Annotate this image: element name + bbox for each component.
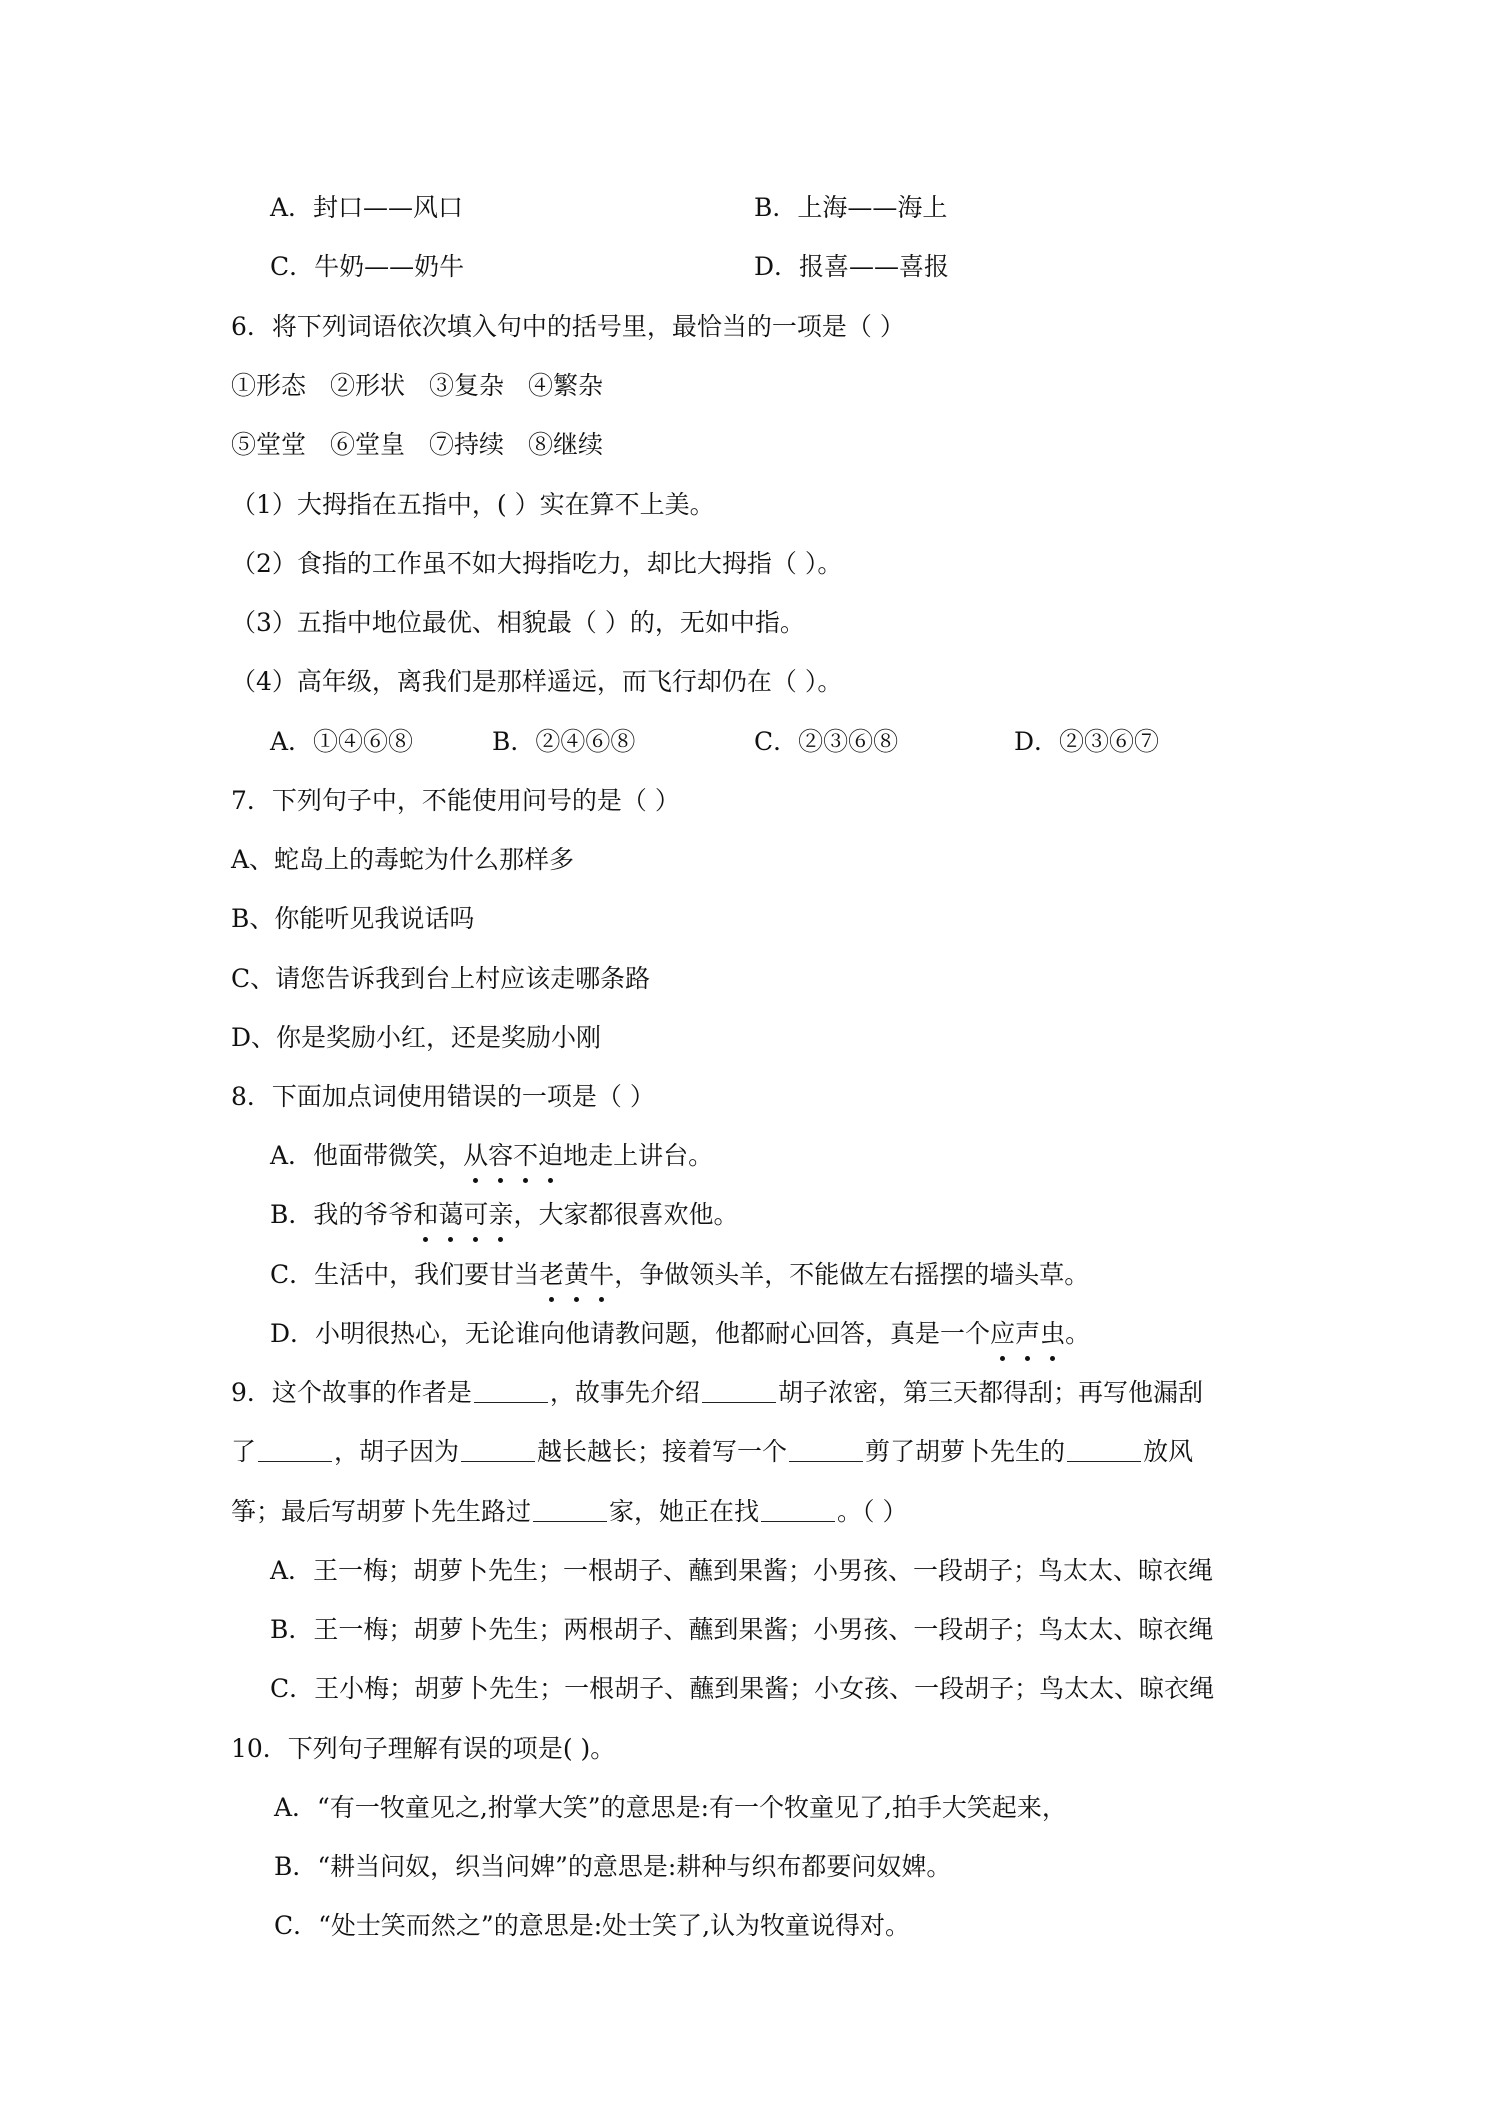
dotted-char: 应: [990, 1319, 1016, 1348]
q9-blank: [533, 1499, 607, 1522]
q7-stem: 7．下列句子中，不能使用问号的是（ ）: [231, 786, 680, 815]
q9-line-1: [231, 1378, 1203, 1408]
q9-option-b: B．王一梅；胡萝卜先生；两根胡子、蘸到果酱；小男孩、一段胡子；鸟太太、晾衣绳: [270, 1615, 1214, 1644]
q9-blank: [702, 1380, 776, 1403]
q8-option-a: [270, 1141, 713, 1171]
q9-text: 放风: [1143, 1437, 1194, 1466]
dotted-char: 不: [513, 1141, 539, 1170]
q9-blank: [789, 1439, 863, 1462]
q7-option-b: B、你能听见我说话吗: [231, 904, 475, 933]
q8-option-b: [270, 1200, 738, 1230]
q8-c-dotted-word: [539, 1260, 614, 1289]
q5-option-b: B．上海——海上: [754, 193, 948, 222]
dotted-char: 蔼: [438, 1200, 464, 1229]
q6-option-c: C．②③⑥⑧: [754, 727, 899, 756]
q8-a-dotted-word: [463, 1141, 563, 1170]
q6-word-list-2: [231, 430, 603, 460]
q9-text: 剪了胡萝卜先生的: [865, 1437, 1066, 1466]
q9-line-2: [231, 1437, 1193, 1467]
q6-word-list-1: [231, 371, 603, 401]
q8-b-dotted-word: [413, 1200, 513, 1229]
dotted-char: 从: [463, 1141, 489, 1170]
q6-sentence-1: （1）大拇指在五指中，( ）实在算不上美。: [231, 490, 715, 519]
q10-option-a: A．“有一牧童见之,拊掌大笑”的意思是:有一个牧童见了,拍手大笑起来，: [274, 1793, 1067, 1822]
q6-sentence-2: （2）食指的工作虽不如大拇指吃力，却比大拇指（ ）。: [231, 549, 843, 578]
q9-text: 。（ ）: [837, 1497, 908, 1526]
q8-c-text-end: ，争做领头羊，不能做左右摇摆的墙头草。: [614, 1260, 1090, 1289]
q9-blank: [258, 1439, 332, 1462]
q9-text: 9．这个故事的作者是: [231, 1378, 472, 1407]
q9-blank: [474, 1380, 548, 1403]
q9-option-c: C．王小梅；胡萝卜先生；一根胡子、蘸到果酱；小女孩、一段胡子；鸟太太、晾衣绳: [270, 1674, 1215, 1703]
q6-sentence-3: （3）五指中地位最优、相貌最（ ）的，无如中指。: [231, 608, 805, 637]
q6-word-7: ⑦持续: [429, 430, 505, 459]
q8-d-text: D．小明很热心，无论谁向他请教问题，他都耐心回答，真是一个: [270, 1319, 991, 1348]
q6-option-b: B．②④⑥⑧: [492, 727, 636, 756]
q6-word-6: ⑥堂皇: [330, 430, 406, 459]
dotted-char: 老: [539, 1260, 565, 1289]
q9-text: ，故事先介绍: [549, 1378, 700, 1407]
q9-text: 家，她正在找: [609, 1497, 760, 1526]
dotted-char: 牛: [589, 1260, 615, 1289]
dotted-char: 可: [463, 1200, 489, 1229]
q6-word-8: ⑧继续: [528, 430, 604, 459]
q8-b-text: B．我的爷爷: [270, 1200, 414, 1229]
q9-text: 胡子浓密，第三天都得刮；再写他漏刮: [777, 1378, 1203, 1407]
q6-stem: 6．将下列词语依次填入句中的括号里，最恰当的一项是（ ）: [231, 312, 905, 341]
q8-a-text: A．他面带微笑，: [270, 1141, 464, 1170]
q6-option-d: D．②③⑥⑦: [1014, 727, 1160, 756]
q6-sentence-4: （4）高年级，离我们是那样遥远，而飞行却仍在（ ）。: [231, 667, 843, 696]
q9-line-3: [231, 1497, 907, 1527]
q5-option-a: A．封口——风口: [270, 193, 464, 222]
q9-option-a: A．王一梅；胡萝卜先生；一根胡子、蘸到果酱；小男孩、一段胡子；鸟太太、晾衣绳: [270, 1556, 1214, 1585]
q6-word-2: ②形状: [330, 371, 406, 400]
q8-c-text: C．生活中，我们要甘当: [270, 1260, 540, 1289]
q10-option-c: C．“处士笑而然之”的意思是:处士笑了,认为牧童说得对。: [274, 1911, 911, 1940]
dotted-char: 亲: [488, 1200, 514, 1229]
dotted-char: 容: [488, 1141, 514, 1170]
dotted-char: 和: [413, 1200, 439, 1229]
q8-option-d: [270, 1319, 1090, 1349]
q8-d-dotted-word: [990, 1319, 1065, 1348]
q9-text: 越长越长；接着写一个: [537, 1437, 788, 1466]
q6-word-3: ③复杂: [429, 371, 505, 400]
q8-option-c: [270, 1260, 1089, 1290]
q7-option-a: A、蛇岛上的毒蛇为什么那样多: [231, 845, 575, 874]
q9-text: 筝；最后写胡萝卜先生路过: [231, 1497, 532, 1526]
q10-stem: 10．下列句子理解有误的项是( )。: [231, 1734, 616, 1763]
q10-option-b: B．“耕当问奴，织当问婢”的意思是:耕种与织布都要问奴婢。: [274, 1852, 952, 1881]
q6-option-a: A．①④⑥⑧: [270, 727, 414, 756]
q7-option-d: D、你是奖励小红，还是奖励小刚: [231, 1023, 602, 1052]
q9-blank: [1067, 1439, 1141, 1462]
q6-word-1: ①形态: [231, 371, 307, 400]
q7-option-c: C、请您告诉我到台上村应该走哪条路: [231, 964, 651, 993]
q8-stem: 8．下面加点词使用错误的一项是（ ）: [231, 1082, 655, 1111]
q6-word-4: ④繁杂: [528, 371, 604, 400]
q5-option-c: C．牛奶——奶牛: [270, 252, 465, 281]
q9-blank: [461, 1439, 535, 1462]
q6-word-5: ⑤堂堂: [231, 430, 307, 459]
dotted-char: 黄: [564, 1260, 590, 1289]
dotted-char: 迫: [538, 1141, 564, 1170]
q9-text: ，胡子因为: [334, 1437, 460, 1466]
q9-text: 了: [231, 1437, 257, 1466]
dotted-char: 虫: [1040, 1319, 1066, 1348]
q5-option-d: D．报喜——喜报: [754, 252, 950, 281]
q9-blank: [761, 1499, 835, 1522]
dotted-char: 声: [1015, 1319, 1041, 1348]
q8-d-text-end: 。: [1065, 1319, 1091, 1348]
q8-b-text-end: ，大家都很喜欢他。: [513, 1200, 739, 1229]
q8-a-text-end: 地走上讲台。: [563, 1141, 714, 1170]
